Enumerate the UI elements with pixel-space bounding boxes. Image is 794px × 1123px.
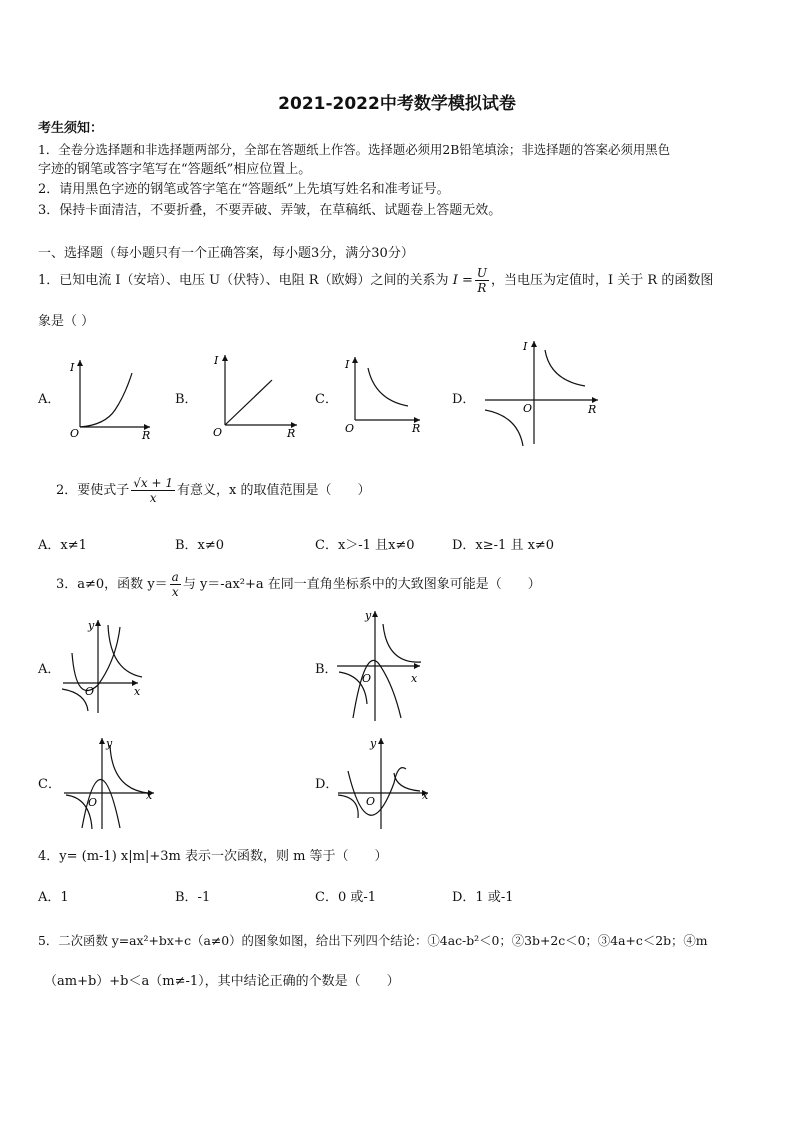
- q5-stem-line-2: （am+b）+b＜a（m≠-1），其中结论正确的个数是（ ）: [44, 974, 400, 989]
- q2-option-d: D．x≥-1 且 x≠0: [452, 538, 555, 553]
- notice-line-4: 3．保持卡面清洁，不要折叠，不要弄破、弄皱，在草稿纸、试题卷上答题无效。: [38, 203, 502, 218]
- q1-formula-lhs: I =: [452, 273, 473, 288]
- q1-option-b: B．: [175, 392, 198, 407]
- q4-option-c: C．0 或-1: [315, 890, 377, 905]
- q1-graph-c: [340, 352, 430, 437]
- notice-line-3: 2．请用黑色字迹的钢笔或答字笔在“答题纸”上先填写姓名和准考证号。: [38, 182, 450, 197]
- svg-text:R: R: [287, 427, 296, 440]
- svg-text:y: y: [365, 609, 372, 622]
- q1-stem-cont: 象是（ ）: [38, 314, 95, 329]
- q2-text-a: 2．要使式子: [56, 483, 130, 498]
- svg-text:O: O: [523, 402, 533, 415]
- q4-option-a: A．1: [38, 890, 69, 905]
- q3-graph-b: [335, 606, 425, 726]
- q1-stem: [38, 266, 713, 295]
- q1-formula-fraction: $\frac{U}{R}$: [476, 266, 487, 295]
- section-heading: 一、选择题（每小题只有一个正确答案，每小题3分，满分30分）: [38, 246, 414, 261]
- q1-option-c: C．: [315, 392, 338, 407]
- q3-graph-d: [336, 733, 436, 833]
- q3-option-a: A．: [38, 662, 61, 677]
- q3-text-a: 3．a≠0，函数 y＝: [56, 577, 168, 592]
- svg-text:R: R: [412, 422, 421, 435]
- svg-text:y: y: [106, 737, 113, 750]
- q4-option-d: D．1 或-1: [452, 890, 514, 905]
- q2-text-b: 有意义，x 的取值范围是（ ）: [177, 483, 371, 498]
- svg-text:I: I: [523, 340, 528, 353]
- svg-text:O: O: [88, 796, 98, 809]
- svg-text:O: O: [85, 685, 95, 698]
- q1-text-b: ，当电压为定值时，I 关于 R 的函数图: [491, 273, 714, 288]
- svg-text:I: I: [214, 354, 219, 367]
- q2-option-c: C．x＞-1 且x≠0: [315, 538, 415, 553]
- q5-stem-line-1: 5．二次函数 y=ax²+bx+c（a≠0）的图象如图，给出下列四个结论：①4ac-b²＜0；②3b+2c＜0；③4a+c＜2b；④m: [38, 933, 708, 948]
- q3-stem: [56, 570, 541, 599]
- q3-text-b: 与 y＝-ax²+a 在同一直角坐标系中的大致图象可能是（ ）: [182, 577, 541, 592]
- svg-text:O: O: [366, 795, 376, 808]
- q1-option-d: D．: [452, 392, 476, 407]
- svg-text:x: x: [146, 789, 153, 802]
- page-title: 2021-2022中考数学模拟试卷: [278, 94, 516, 114]
- q3-graph-a: [58, 615, 153, 715]
- q4-option-b: B．-1: [175, 890, 211, 905]
- q1-option-a: A．: [38, 392, 61, 407]
- q2-option-a: A．x≠1: [38, 538, 87, 553]
- svg-text:I: I: [345, 358, 350, 371]
- q3-option-d: D．: [315, 777, 339, 792]
- svg-text:x: x: [134, 685, 141, 698]
- notice-heading: 考生须知：: [38, 121, 104, 136]
- q2-stem: [56, 476, 370, 505]
- q3-option-c: C．: [38, 777, 61, 792]
- svg-text:I: I: [70, 361, 75, 374]
- notice-line-1: 1．全卷分选择题和非选择题两部分，全部在答题纸上作答。选择题必须用2B铅笔填涂；非选择题的答案必须用黑色: [38, 142, 671, 157]
- q1-text-a: 1．已知电流 I（安培）、电压 U（伏特）、电阻 R（欧姆）之间的关系为: [38, 273, 449, 288]
- q3-fraction: $\frac{a}{x}$: [171, 570, 179, 599]
- q1-graph-a: [60, 355, 160, 440]
- svg-text:y: y: [88, 619, 95, 632]
- q2-fraction: $\frac{√x + 1}{x}$: [133, 476, 174, 505]
- q3-option-b: B．: [315, 662, 338, 677]
- q1-graph-b: [205, 350, 305, 440]
- svg-text:O: O: [345, 422, 355, 435]
- svg-text:R: R: [588, 403, 597, 416]
- svg-text:x: x: [411, 672, 418, 685]
- svg-text:R: R: [142, 429, 151, 440]
- q3-graph-c: [62, 733, 162, 833]
- notice-line-2: 字迹的钢笔或答字笔写在“答题纸”相应位置上。: [38, 162, 312, 177]
- svg-text:O: O: [70, 427, 80, 440]
- svg-text:O: O: [362, 672, 372, 685]
- svg-text:x: x: [422, 789, 429, 802]
- svg-text:O: O: [213, 426, 223, 439]
- svg-text:y: y: [370, 737, 377, 750]
- q2-option-b: B．x≠0: [175, 538, 225, 553]
- q1-graph-d: [480, 336, 605, 451]
- q4-stem: 4．y= (m-1) x|m|+3m 表示一次函数，则 m 等于（ ）: [38, 849, 388, 864]
